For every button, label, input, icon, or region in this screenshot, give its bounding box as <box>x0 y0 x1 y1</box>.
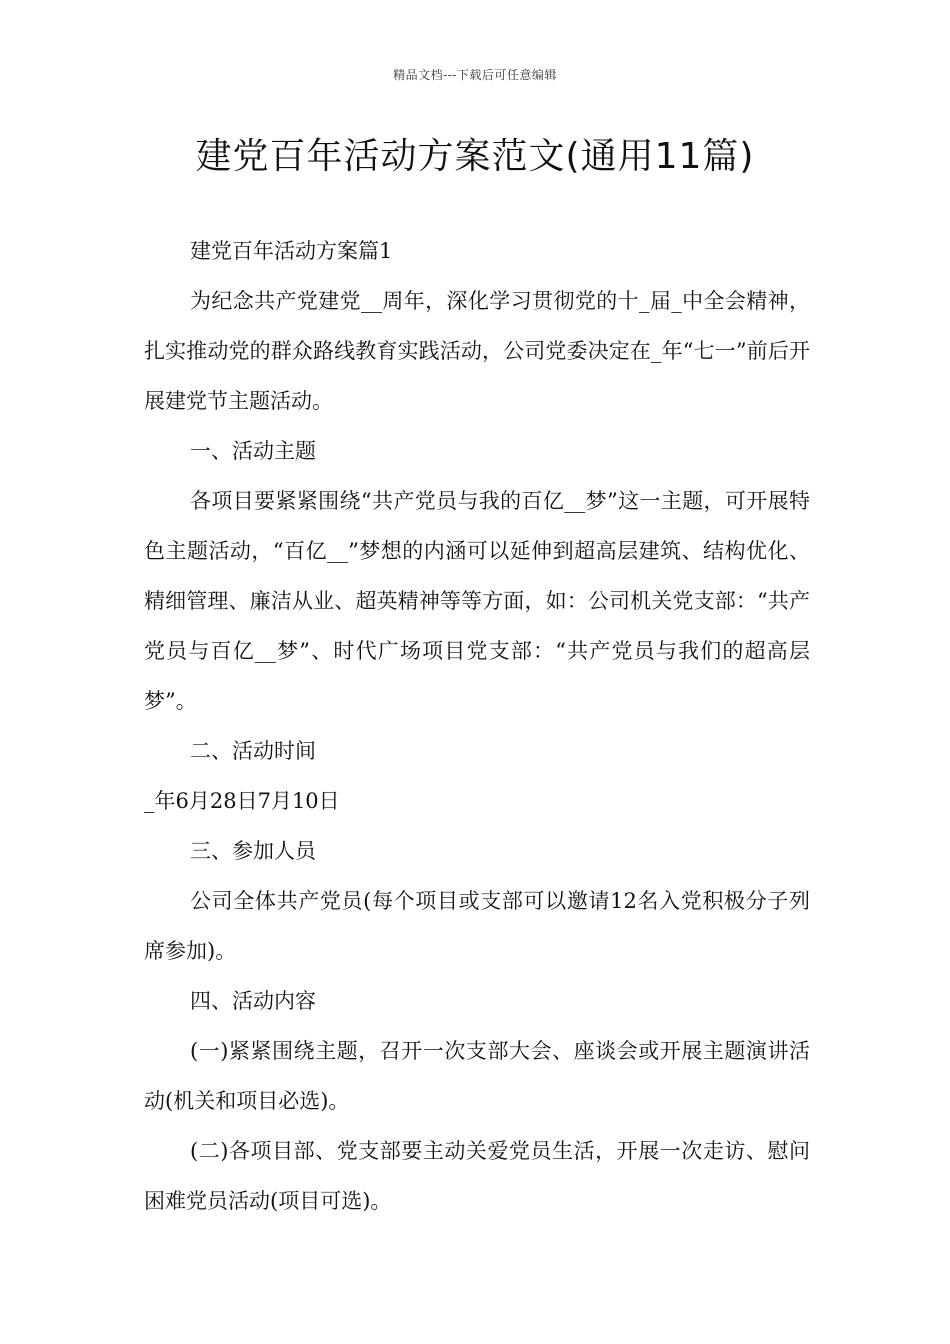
section-heading-article-1: 建党百年活动方案篇1 <box>190 239 393 263</box>
section-heading-content: 四、活动内容 <box>190 989 316 1013</box>
section-heading-participants: 三、参加人员 <box>190 839 316 863</box>
content-item-1: (一)紧紧围绕主题，召开一次支部大会、座谈会或开展主题演讲活动(机关和项目必选)。 <box>144 1039 810 1113</box>
content-item-2: (二)各项目部、党支部要主动关爱党员生活，开展一次走访、慰问困难党员活动(项目可选)。 <box>144 1139 810 1213</box>
intro-paragraph: 为纪念共产党建党__周年，深化学习贯彻党的十_届_中全会精神，扎实推动党的群众路线教育实践活动，公司党委决定在_年“七一”前后开展建党节主题活动。 <box>144 289 810 413</box>
time-paragraph: _年6月28日7月10日 <box>144 789 340 813</box>
document-body <box>144 226 810 1226</box>
participants-paragraph: 公司全体共产党员(每个项目或支部可以邀请12名入党积极分子列席参加)。 <box>144 889 810 963</box>
section-heading-theme: 一、活动主题 <box>190 439 316 463</box>
theme-paragraph: 各项目要紧紧围绕“共产党员与我的百亿__梦”这一主题，可开展特色主题活动，“百亿__”梦想的内涵可以延伸到超高层建筑、结构优化、精细管理、廉洁从业、超英精神等等方面，如：公司机关党支部：“共产党员与百亿__梦”、时代广场项目党支部：“共产党员与我们的超高层梦”。 <box>144 489 810 713</box>
document-title: 建党百年活动方案范文(通用11篇) <box>195 136 755 177</box>
section-heading-time: 二、活动时间 <box>190 739 316 763</box>
header-note: 精品文档---下载后可任意编辑 <box>393 68 557 82</box>
